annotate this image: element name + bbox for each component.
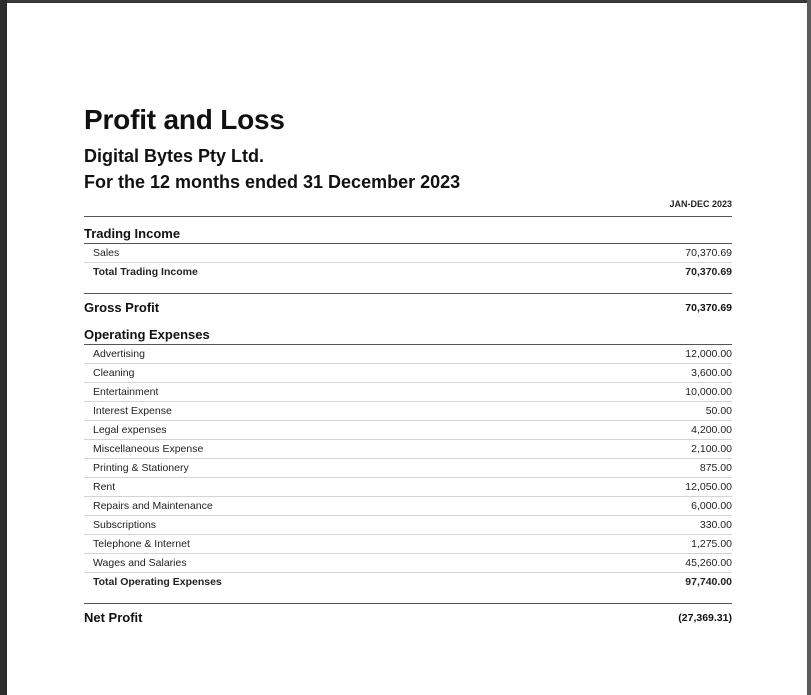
row-label: Subscriptions [93,519,157,531]
table-row [84,421,732,440]
row-amount: 330.00 [699,519,732,531]
row-label: Miscellaneous Expense [93,443,204,455]
total-amount: 70,370.69 [685,266,732,278]
row-label: Wages and Salaries [93,557,187,569]
viewer-scrollbar[interactable] [807,0,811,695]
row-amount: 6,000.00 [691,500,732,512]
section-heading-trading-income: Trading Income [84,225,732,244]
gross-profit-label: Gross Profit [84,300,160,315]
table-row [84,383,732,402]
total-label: Total Operating Expenses [93,576,222,588]
gross-profit-amount: 70,370.69 [685,302,732,314]
total-label: Total Trading Income [93,266,198,278]
row-label: Interest Expense [93,405,172,417]
row-label: Telephone & Internet [93,538,190,550]
net-profit-amount: (27,369.31) [678,612,732,624]
row-amount: 1,275.00 [691,538,732,550]
row-amount: 12,000.00 [685,348,732,360]
report-period: For the 12 months ended 31 December 2023 [84,172,461,192]
net-profit-row [84,603,732,632]
report-page [7,3,807,695]
section-heading-operating-expenses: Operating Expenses [84,326,732,345]
row-amount: 3,600.00 [691,367,732,379]
column-header-period: JAN-DEC 2023 [669,199,732,209]
viewer-left-edge [0,0,7,695]
table-row [84,345,732,364]
table-row [84,364,732,383]
row-amount: 12,050.00 [685,481,732,493]
table-row [84,535,732,554]
row-label: Sales [93,247,120,259]
row-amount: 70,370.69 [685,247,732,259]
table-row [84,459,732,478]
row-amount: 2,100.00 [691,443,732,455]
table-row [84,440,732,459]
table-row [84,497,732,516]
table-row [84,554,732,573]
total-row-trading-income [84,263,732,281]
table-row [84,402,732,421]
row-label: Cleaning [93,367,135,379]
row-amount: 10,000.00 [685,386,732,398]
row-amount: 4,200.00 [691,424,732,436]
row-label: Entertainment [93,386,159,398]
total-row-operating-expenses [84,573,732,591]
row-label: Repairs and Maintenance [93,500,213,512]
row-label: Printing & Stationery [93,462,189,474]
row-amount: 50.00 [705,405,732,417]
table-row [84,516,732,535]
net-profit-label: Net Profit [84,610,143,625]
row-label: Advertising [93,348,145,360]
company-name: Digital Bytes Pty Ltd. [84,146,265,166]
report-content [84,98,732,632]
column-header-row [84,196,732,217]
table-row [84,244,732,263]
table-row [84,478,732,497]
row-amount: 875.00 [699,462,732,474]
row-label: Rent [93,481,116,493]
total-amount: 97,740.00 [685,576,732,588]
row-label: Legal expenses [93,424,167,436]
report-title: Profit and Loss [84,104,285,135]
gross-profit-row [84,293,732,322]
row-amount: 45,260.00 [685,557,732,569]
